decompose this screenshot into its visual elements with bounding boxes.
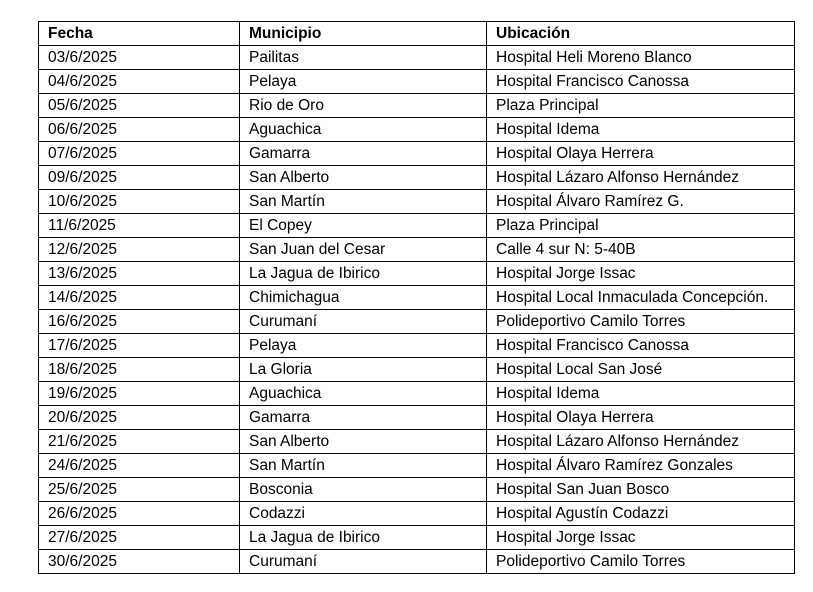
table-row	[39, 430, 795, 454]
municipio-cell: San Alberto	[240, 166, 487, 190]
fecha-cell: 09/6/2025	[39, 166, 240, 190]
ubicacion-cell: Hospital Local Inmaculada Concepción.	[487, 286, 795, 310]
fecha-cell: 18/6/2025	[39, 358, 240, 382]
schedule-table	[38, 21, 795, 574]
header-municipio: Municipio	[240, 22, 487, 46]
fecha-cell: 10/6/2025	[39, 190, 240, 214]
ubicacion-cell: Plaza Principal	[487, 214, 795, 238]
municipio-cell: Pailitas	[240, 46, 487, 70]
fecha-cell: 16/6/2025	[39, 310, 240, 334]
municipio-cell: Pelaya	[240, 70, 487, 94]
header-ubicacion: Ubicación	[487, 22, 795, 46]
ubicacion-cell: Hospital Agustín Codazzi	[487, 502, 795, 526]
municipio-cell: San Martín	[240, 190, 487, 214]
fecha-cell: 25/6/2025	[39, 478, 240, 502]
municipio-cell: Rio de Oro	[240, 94, 487, 118]
municipio-cell: Curumaní	[240, 310, 487, 334]
table-row	[39, 502, 795, 526]
municipio-cell: La Gloria	[240, 358, 487, 382]
ubicacion-cell: Hospital Lázaro Alfonso Hernández	[487, 430, 795, 454]
fecha-cell: 13/6/2025	[39, 262, 240, 286]
fecha-cell: 07/6/2025	[39, 142, 240, 166]
fecha-cell: 14/6/2025	[39, 286, 240, 310]
ubicacion-cell: Calle 4 sur N: 5-40B	[487, 238, 795, 262]
fecha-cell: 19/6/2025	[39, 382, 240, 406]
table-header	[39, 22, 795, 46]
table-row	[39, 46, 795, 70]
ubicacion-cell: Hospital Álvaro Ramírez G.	[487, 190, 795, 214]
ubicacion-cell: Polideportivo Camilo Torres	[487, 310, 795, 334]
municipio-cell: La Jagua de Ibirico	[240, 526, 487, 550]
table-row	[39, 286, 795, 310]
municipio-cell: La Jagua de Ibirico	[240, 262, 487, 286]
municipio-cell: Aguachica	[240, 118, 487, 142]
fecha-cell: 11/6/2025	[39, 214, 240, 238]
table-row	[39, 94, 795, 118]
municipio-cell: San Juan del Cesar	[240, 238, 487, 262]
ubicacion-cell: Hospital Francisco Canossa	[487, 334, 795, 358]
municipio-cell: San Alberto	[240, 430, 487, 454]
table-row	[39, 310, 795, 334]
ubicacion-cell: Hospital Heli Moreno Blanco	[487, 46, 795, 70]
ubicacion-cell: Hospital Local San José	[487, 358, 795, 382]
table-row	[39, 382, 795, 406]
ubicacion-cell: Plaza Principal	[487, 94, 795, 118]
table-row	[39, 70, 795, 94]
fecha-cell: 06/6/2025	[39, 118, 240, 142]
table-header-row	[39, 22, 795, 46]
table-row	[39, 526, 795, 550]
table-row	[39, 118, 795, 142]
table-row	[39, 334, 795, 358]
fecha-cell: 26/6/2025	[39, 502, 240, 526]
fecha-cell: 04/6/2025	[39, 70, 240, 94]
ubicacion-cell: Hospital Olaya Herrera	[487, 406, 795, 430]
ubicacion-cell: Polideportivo Camilo Torres	[487, 550, 795, 574]
municipio-cell: Curumaní	[240, 550, 487, 574]
municipio-cell: San Martín	[240, 454, 487, 478]
municipio-cell: Codazzi	[240, 502, 487, 526]
fecha-cell: 24/6/2025	[39, 454, 240, 478]
table-row	[39, 550, 795, 574]
table-row	[39, 190, 795, 214]
header-fecha: Fecha	[39, 22, 240, 46]
ubicacion-cell: Hospital Lázaro Alfonso Hernández	[487, 166, 795, 190]
ubicacion-cell: Hospital San Juan Bosco	[487, 478, 795, 502]
ubicacion-cell: Hospital Álvaro Ramírez Gonzales	[487, 454, 795, 478]
table-row	[39, 358, 795, 382]
table-row	[39, 454, 795, 478]
municipio-cell: Gamarra	[240, 142, 487, 166]
fecha-cell: 12/6/2025	[39, 238, 240, 262]
table-row	[39, 262, 795, 286]
ubicacion-cell: Hospital Francisco Canossa	[487, 70, 795, 94]
table-row	[39, 406, 795, 430]
ubicacion-cell: Hospital Idema	[487, 382, 795, 406]
municipio-cell: Pelaya	[240, 334, 487, 358]
fecha-cell: 03/6/2025	[39, 46, 240, 70]
municipio-cell: Aguachica	[240, 382, 487, 406]
fecha-cell: 17/6/2025	[39, 334, 240, 358]
table-row	[39, 166, 795, 190]
table-row	[39, 478, 795, 502]
municipio-cell: Chimichagua	[240, 286, 487, 310]
table-row	[39, 142, 795, 166]
table-row	[39, 214, 795, 238]
ubicacion-cell: Hospital Jorge Issac	[487, 262, 795, 286]
fecha-cell: 30/6/2025	[39, 550, 240, 574]
municipio-cell: Bosconia	[240, 478, 487, 502]
fecha-cell: 27/6/2025	[39, 526, 240, 550]
ubicacion-cell: Hospital Jorge Issac	[487, 526, 795, 550]
ubicacion-cell: Hospital Idema	[487, 118, 795, 142]
municipio-cell: El Copey	[240, 214, 487, 238]
fecha-cell: 05/6/2025	[39, 94, 240, 118]
schedule-table-container	[38, 21, 795, 574]
fecha-cell: 21/6/2025	[39, 430, 240, 454]
table-body	[39, 46, 795, 574]
municipio-cell: Gamarra	[240, 406, 487, 430]
ubicacion-cell: Hospital Olaya Herrera	[487, 142, 795, 166]
table-row	[39, 238, 795, 262]
fecha-cell: 20/6/2025	[39, 406, 240, 430]
